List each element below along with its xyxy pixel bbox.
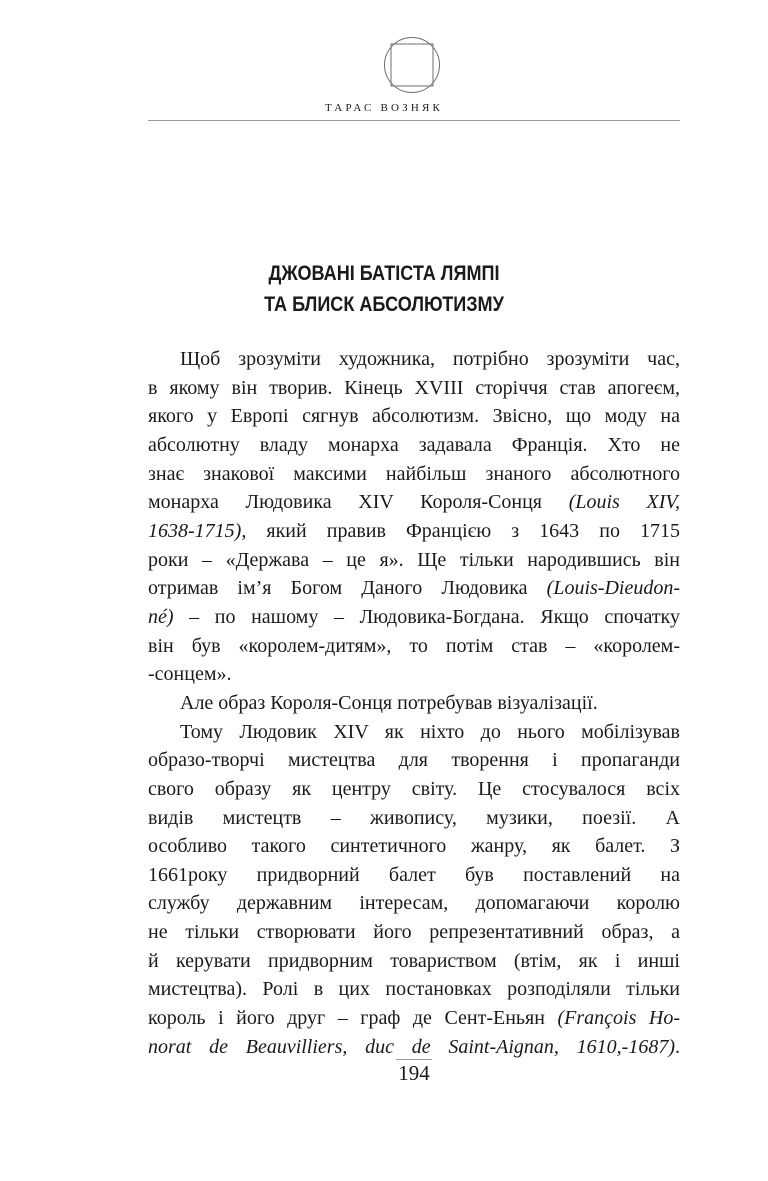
text-line: отримав ім’я Богом Даного Людовика (Louis-Dieudon-	[148, 577, 680, 600]
text-line: роки – «Держава – це я». Ще тільки народившись він	[148, 548, 680, 571]
circle-square-icon	[383, 36, 441, 94]
text-line: Але образ Короля-Сонця потребував візуалізації.	[180, 691, 598, 714]
text-line: мистецтва). Ролі в цих постановках розподіляли тільки	[148, 978, 680, 1001]
text-line: якого у Европі сягнув абсолютизм. Звісно, що моду на	[148, 405, 680, 428]
page-number-rule	[396, 1059, 432, 1060]
header-divider	[148, 120, 680, 121]
text-line: він був «королем-дитям», то потім став – «королем-	[148, 634, 680, 657]
text-line: монарха Людовика XIV Короля-Сонця (Louis XIV,	[148, 491, 680, 514]
text-line: король і його друг – граф де Сент-Еньян (François Ho-	[148, 1007, 680, 1030]
text-line: né) – по нашому – Людовика-Богдана. Якщо спочатку	[148, 605, 680, 628]
text-line: в якому він творив. Кінець XVIII сторіччя став апогеєм,	[148, 376, 680, 399]
text-line: й керувати придворним товариством (втім, як і инші	[148, 949, 680, 972]
text-line: знає знакової максими найбільш знаного абсолютного	[148, 462, 680, 485]
chapter-title-line-2: ТА БЛИСК АБСОЛЮТИЗМУ	[264, 293, 504, 316]
running-header-author: ТАРАС ВОЗНЯК	[324, 102, 444, 114]
chapter-title-line-1: ДЖОВАНІ БАТІСТА ЛЯМПІ	[268, 262, 500, 285]
text-line: 1661року придворний балет був поставлений на	[148, 863, 680, 886]
text-line: Тому Людовик XIV як ніхто до нього мобілізував	[180, 720, 680, 743]
text-line: свого образу як центру світу. Це стосувалося всіх	[148, 777, 680, 800]
page-number: 194	[398, 1061, 430, 1085]
text-line: -сонцем».	[148, 663, 232, 686]
text-line: абсолютну владу монарха задавала Франція. Хто не	[148, 433, 680, 456]
text-line: Щоб зрозуміти художника, потрібно зрозуміти час,	[180, 348, 680, 370]
text-line: особливо такого синтетичного жанру, як балет. З	[148, 835, 680, 858]
text-line: norat de Beauvilliers, duc de Saint-Aignan, 1610,-1687).	[148, 1035, 680, 1058]
text-line: 1638-1715), який правив Францією з 1643 по 1715	[148, 519, 680, 542]
text-line: не тільки створювати його репрезентативний образ, а	[148, 921, 680, 944]
body-text	[148, 345, 680, 1061]
text-line: образо-творчі мистецтва для творення і пропаганди	[148, 749, 680, 772]
text-line: видів мистецтв – живопису, музики, поезії. А	[148, 806, 680, 829]
chapter-title	[54, 258, 714, 320]
text-line: службу державним інтересам, допомагаючи королю	[148, 892, 680, 915]
